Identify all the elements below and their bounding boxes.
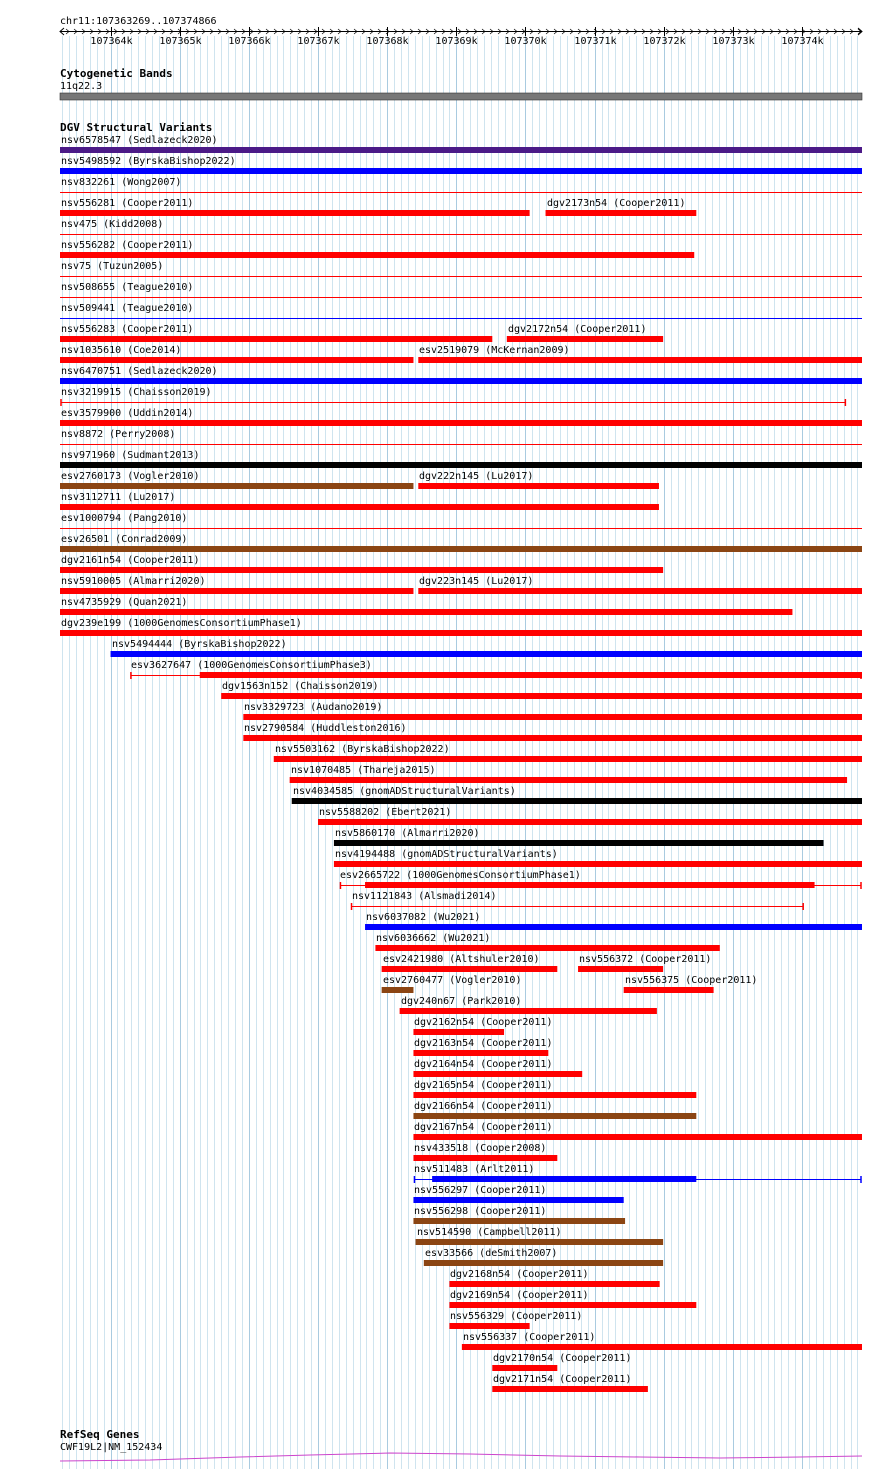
feature-label: dgv240n67 (Park2010): [401, 996, 522, 1007]
feature-label: esv2665722 (1000GenomesConsortiumPhase1): [340, 870, 581, 881]
feature-label: nsv5588202 (Ebert2021): [319, 807, 452, 818]
feature-bar[interactable]: [507, 336, 663, 342]
feature-label: dgv2165n54 (Cooper2011): [414, 1080, 553, 1091]
feature-bar[interactable]: [60, 588, 413, 594]
feature-bar[interactable]: [60, 630, 862, 636]
dgv-feature[interactable]: [60, 408, 862, 426]
dgv-feature[interactable]: [60, 156, 862, 174]
dgv-feature[interactable]: [413, 1206, 625, 1224]
feature-label: esv2760173 (Vogler2010): [61, 471, 200, 482]
feature-bar[interactable]: [624, 987, 714, 993]
feature-bar[interactable]: [418, 588, 862, 594]
feature-label: nsv5503162 (ByrskaBishop2022): [275, 744, 450, 755]
feature-bar[interactable]: [400, 1008, 657, 1014]
dgv-feature[interactable]: [318, 807, 862, 825]
dgv-feature[interactable]: [292, 786, 862, 804]
feature-bar[interactable]: [418, 357, 862, 363]
feature-bar[interactable]: [243, 714, 862, 720]
feature-label: dgv222n145 (Lu2017): [419, 471, 534, 482]
feature-label: nsv6036662 (Wu2021): [376, 933, 491, 944]
feature-label: dgv2163n54 (Cooper2011): [414, 1038, 553, 1049]
feature-label: nsv6037082 (Wu2021): [366, 912, 481, 923]
feature-bar[interactable]: [382, 987, 414, 993]
dgv-feature[interactable]: [61, 387, 845, 406]
feature-label: nsv556282 (Cooper2011): [61, 240, 194, 251]
dgv-feature[interactable]: [413, 1059, 582, 1077]
dgv-feature[interactable]: [413, 1185, 623, 1203]
feature-bar[interactable]: [60, 420, 862, 426]
dgv-feature[interactable]: [624, 975, 758, 993]
feature-label: nsv556372 (Cooper2011): [579, 954, 712, 965]
dgv-feature[interactable]: [424, 1248, 663, 1266]
dgv-feature[interactable]: [60, 450, 862, 468]
feature-label: nsv556281 (Cooper2011): [61, 198, 194, 209]
feature-bar[interactable]: [111, 651, 862, 657]
ruler-tick-label: 107373k: [712, 36, 755, 47]
feature-bar[interactable]: [60, 378, 862, 384]
feature-label: nsv556329 (Cooper2011): [450, 1311, 583, 1322]
dgv-feature[interactable]: [290, 765, 847, 783]
feature-label: nsv556375 (Cooper2011): [625, 975, 758, 986]
dgv-feature[interactable]: [60, 534, 862, 552]
feature-label: dgv2164n54 (Cooper2011): [414, 1059, 553, 1070]
feature-label: nsv556283 (Cooper2011): [61, 324, 194, 335]
feature-label: esv2760477 (Vogler2010): [383, 975, 522, 986]
feature-bar[interactable]: [334, 861, 862, 867]
feature-bar[interactable]: [243, 735, 862, 741]
feature-bar[interactable]: [449, 1302, 696, 1308]
dgv-feature[interactable]: [60, 198, 530, 216]
feature-label: nsv75 (Tuzun2005): [61, 261, 164, 272]
feature-bar[interactable]: [413, 1218, 625, 1224]
ruler-tick-label: 107370k: [504, 36, 547, 47]
feature-bar[interactable]: [292, 798, 862, 804]
feature-label: nsv8872 (Perry2008): [61, 429, 176, 440]
feature-label: nsv556337 (Cooper2011): [463, 1332, 596, 1343]
dgv-feature[interactable]: [413, 1101, 696, 1119]
feature-bar[interactable]: [200, 672, 862, 678]
ruler-ticks: [90, 27, 823, 47]
dgv-feature[interactable]: [413, 1143, 557, 1161]
locus-label: chr11:107363269..107374866: [60, 16, 217, 27]
feature-label: dgv2169n54 (Cooper2011): [450, 1290, 589, 1301]
feature-bar[interactable]: [60, 609, 792, 615]
feature-bar[interactable]: [60, 147, 862, 153]
cytoband-band-bar[interactable]: [60, 93, 862, 100]
feature-label: nsv5860170 (Almarri2020): [335, 828, 480, 839]
feature-label: esv1000794 (Pang2010): [61, 513, 188, 524]
feature-label: dgv1563n152 (Chaisson2019): [222, 681, 379, 692]
feature-label: dgv223n145 (Lu2017): [419, 576, 534, 587]
feature-label: esv3627647 (1000GenomesConsortiumPhase3): [131, 660, 372, 671]
dgv-feature[interactable]: [492, 1374, 648, 1392]
feature-label: nsv832261 (Wong2007): [61, 177, 182, 188]
dgv-feature[interactable]: [365, 912, 862, 930]
feature-label: nsv433518 (Cooper2008): [414, 1143, 547, 1154]
feature-bar[interactable]: [60, 462, 862, 468]
feature-label: dgv2172n54 (Cooper2011): [508, 324, 647, 335]
ruler-tick-label: 107368k: [366, 36, 409, 47]
feature-bar[interactable]: [290, 777, 847, 783]
feature-label: esv26501 (Conrad2009): [61, 534, 188, 545]
dgv-feature[interactable]: [60, 324, 492, 342]
feature-bar[interactable]: [432, 1176, 696, 1182]
feature-label: dgv2162n54 (Cooper2011): [414, 1017, 553, 1028]
feature-bar[interactable]: [413, 1113, 696, 1119]
feature-bar[interactable]: [546, 210, 697, 216]
feature-label: dgv2161n54 (Cooper2011): [61, 555, 200, 566]
refseq-track-title: RefSeq Genes: [60, 1428, 140, 1441]
feature-bar[interactable]: [413, 1029, 504, 1035]
feature-bar[interactable]: [365, 882, 815, 888]
ruler-tick-label: 107364k: [90, 36, 133, 47]
feature-label: nsv1035610 (Coe2014): [61, 345, 182, 356]
dgv-feature[interactable]: [382, 975, 522, 993]
feature-label: nsv556298 (Cooper2011): [414, 1206, 547, 1217]
feature-label: dgv2166n54 (Cooper2011): [414, 1101, 553, 1112]
feature-label: dgv2170n54 (Cooper2011): [493, 1353, 632, 1364]
feature-bar[interactable]: [413, 1050, 548, 1056]
feature-label: esv2421980 (Altshuler2010): [383, 954, 540, 965]
dgv-feature[interactable]: [243, 702, 862, 720]
dgv-feature[interactable]: [507, 324, 663, 342]
dgv-feature[interactable]: [400, 996, 657, 1014]
dgv-feature[interactable]: [334, 828, 824, 846]
feature-label: nsv971960 (Sudmant2013): [61, 450, 200, 461]
feature-label: nsv514590 (Campbell2011): [417, 1227, 562, 1238]
dgv-feature[interactable]: [60, 618, 862, 636]
dgv-feature[interactable]: [414, 1164, 861, 1183]
feature-bar[interactable]: [492, 1386, 648, 1392]
feature-bar[interactable]: [60, 357, 413, 363]
feature-label: dgv239e199 (1000GenomesConsortiumPhase1): [61, 618, 302, 629]
feature-bar[interactable]: [416, 1239, 664, 1245]
feature-bar[interactable]: [274, 756, 862, 762]
feature-bar[interactable]: [578, 966, 663, 972]
feature-label: nsv4034585 (gnomADStructuralVariants): [293, 786, 516, 797]
feature-bar[interactable]: [462, 1344, 862, 1350]
dgv-feature[interactable]: [111, 639, 862, 657]
feature-label: dgv2171n54 (Cooper2011): [493, 1374, 632, 1385]
dgv-feature[interactable]: [546, 198, 697, 216]
feature-label: nsv6578547 (Sedlazeck2020): [61, 135, 218, 146]
feature-label: dgv2173n54 (Cooper2011): [547, 198, 686, 209]
feature-label: nsv4194488 (gnomADStructuralVariants): [335, 849, 558, 860]
refseq-gene-label: CWF19L2|NM_152434: [60, 1442, 163, 1453]
feature-bar[interactable]: [413, 1092, 696, 1098]
ruler-tick-label: 107372k: [643, 36, 686, 47]
feature-bar[interactable]: [449, 1323, 529, 1329]
feature-label: esv3579900 (Uddin2014): [61, 408, 194, 419]
dgv-feature[interactable]: [60, 135, 862, 153]
feature-bar[interactable]: [60, 483, 413, 489]
feature-bar[interactable]: [60, 336, 492, 342]
dgv-feature[interactable]: [449, 1290, 696, 1308]
feature-label: nsv6470751 (Sedlazeck2020): [61, 366, 218, 377]
feature-bar[interactable]: [375, 945, 719, 951]
ruler-tick-label: 107369k: [435, 36, 478, 47]
feature-label: nsv511483 (Arlt2011): [414, 1164, 535, 1175]
dgv-feature[interactable]: [131, 660, 862, 679]
feature-bar[interactable]: [60, 168, 862, 174]
ruler-tick-label: 107366k: [228, 36, 271, 47]
feature-bar[interactable]: [365, 924, 862, 930]
dgv-feature[interactable]: [416, 1227, 664, 1245]
feature-bar[interactable]: [60, 546, 862, 552]
dgv-track-title: DGV Structural Variants: [60, 121, 213, 134]
feature-label: nsv5498592 (ByrskaBishop2022): [61, 156, 236, 167]
dgv-feature[interactable]: [340, 870, 861, 889]
feature-label: nsv4735929 (Quan2021): [61, 597, 188, 608]
feature-bar[interactable]: [449, 1281, 659, 1287]
dgv-feature[interactable]: [60, 366, 862, 384]
feature-label: esv33566 (deSmith2007): [425, 1248, 558, 1259]
feature-bar[interactable]: [60, 567, 663, 573]
cytoband-track-title: Cytogenetic Bands: [60, 67, 173, 80]
feature-bar[interactable]: [221, 693, 862, 699]
dgv-feature[interactable]: [334, 849, 862, 867]
feature-bar[interactable]: [382, 966, 558, 972]
dgv-feature[interactable]: [60, 240, 694, 258]
ruler-track[interactable]: [60, 16, 862, 47]
ruler-tick-label: 107365k: [159, 36, 202, 47]
dgv-feature[interactable]: [221, 681, 862, 699]
feature-bar[interactable]: [413, 1155, 557, 1161]
feature-label: nsv3219915 (Chaisson2019): [61, 387, 212, 398]
dgv-feature[interactable]: [413, 1080, 696, 1098]
feature-bar[interactable]: [318, 819, 862, 825]
feature-label: nsv3329723 (Audano2019): [244, 702, 383, 713]
dgv-feature[interactable]: [449, 1311, 582, 1329]
feature-label: nsv1121843 (Alsmadi2014): [352, 891, 497, 902]
feature-label: nsv1070485 (Thareja2015): [291, 765, 436, 776]
dgv-feature[interactable]: [462, 1332, 862, 1350]
ruler-tick-label: 107371k: [574, 36, 617, 47]
ruler-tick-label: 107367k: [297, 36, 340, 47]
feature-label: dgv2167n54 (Cooper2011): [414, 1122, 553, 1133]
dgv-feature[interactable]: [60, 555, 663, 573]
feature-bar[interactable]: [60, 504, 659, 510]
dgv-feature[interactable]: [243, 723, 862, 741]
dgv-feature[interactable]: [60, 597, 792, 615]
feature-label: nsv556297 (Cooper2011): [414, 1185, 547, 1196]
feature-label: nsv2790584 (Huddleston2016): [244, 723, 407, 734]
feature-label: nsv5910005 (Almarri2020): [61, 576, 206, 587]
feature-bar[interactable]: [60, 252, 694, 258]
feature-bar[interactable]: [418, 483, 659, 489]
feature-bar[interactable]: [334, 840, 824, 846]
feature-label: nsv508655 (Teague2010): [61, 282, 194, 293]
feature-label: nsv475 (Kidd2008): [61, 219, 164, 230]
feature-label: nsv3112711 (Lu2017): [61, 492, 176, 503]
dgv-feature[interactable]: [492, 1353, 631, 1371]
feature-label: esv2519079 (McKernan2009): [419, 345, 570, 356]
ruler-tick-label: 107374k: [781, 36, 824, 47]
feature-label: nsv509441 (Teague2010): [61, 303, 194, 314]
feature-bar[interactable]: [60, 210, 530, 216]
dgv-feature[interactable]: [449, 1269, 659, 1287]
dgv-feature[interactable]: [60, 492, 659, 510]
feature-bar[interactable]: [424, 1260, 663, 1266]
dgv-feature[interactable]: [413, 1017, 552, 1035]
dgv-feature[interactable]: [413, 1038, 552, 1056]
feature-bar[interactable]: [413, 1197, 623, 1203]
feature-label: dgv2168n54 (Cooper2011): [450, 1269, 589, 1280]
feature-label: nsv5494444 (ByrskaBishop2022): [112, 639, 287, 650]
feature-bar[interactable]: [492, 1365, 557, 1371]
dgv-feature[interactable]: [352, 891, 804, 910]
feature-bar[interactable]: [413, 1071, 582, 1077]
dgv-feature[interactable]: [375, 933, 719, 951]
dgv-feature[interactable]: [413, 1122, 862, 1140]
dgv-feature[interactable]: [382, 954, 558, 972]
feature-bar[interactable]: [413, 1134, 862, 1140]
cytoband-label: 11q22.3: [60, 81, 103, 92]
